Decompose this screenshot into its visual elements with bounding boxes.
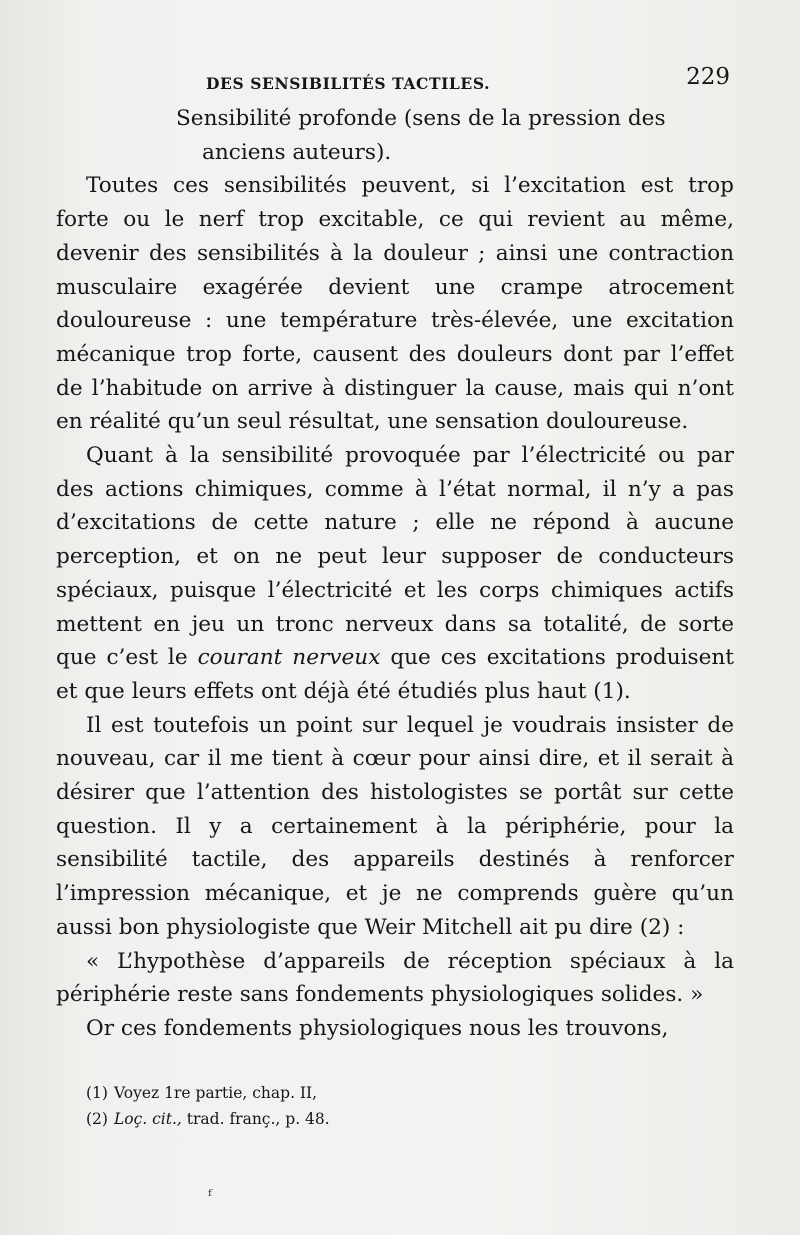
footnote-1-mark: (1)	[86, 1084, 108, 1102]
continuation-line-1: Sensibilité profonde (sens de la pression des	[176, 106, 666, 131]
paragraph-2-text-a: Quant à la sensibilité provoquée par l’électricité ou par des actions chimiques, comme à l’état normal, il n’y a pas d’excitations de cette nature ; elle ne répond à aucune perception, et on ne peut leur supposer de conducteurs spéciaux, puisque l’électricité et les corps chimiques actifs mettent en jeu un tronc nerveux dans sa totalité, de sorte que c’est le	[56, 443, 734, 671]
quotation: « L’hypothèse d’appareils de réception spéciaux à la périphérie reste sans fondements physiologiques solides. »	[56, 948, 734, 1008]
footnote-2	[86, 1106, 686, 1132]
footnote-1	[86, 1080, 686, 1106]
footnotes	[86, 1080, 686, 1132]
continuation-line-2: anciens auteurs).	[202, 139, 392, 165]
paragraph-1: Toutes ces sensibilités peuvent, si l’excitation est trop forte ou le nerf trop excitable, ce qui revient au même, devenir des sensibilités à la douleur ; ainsi une contraction musculaire exagérée devient une crampe atrocement douloureuse : une température très-élevée, une excitation mécanique trop forte, causent des douleurs dont par l’effet de l’habitude on arrive à distinguer la cause, mais qui n’ont en réalité qu’un seul résultat, une sensation douloureuse.	[56, 173, 734, 435]
list-continuation	[56, 102, 734, 169]
footnote-1-text: Voyez 1re partie, chap. II,	[113, 1084, 318, 1102]
running-title: DES SENSIBILITÉS TACTILES.	[206, 74, 491, 93]
page-header	[206, 60, 730, 96]
body-text	[56, 102, 734, 1046]
paragraph-2-emphasis: courant nerveux	[197, 645, 381, 671]
footnote-2-emphasis: Loç. cit.,	[113, 1110, 182, 1128]
paragraph-4: Or ces fondements physiologiques nous les trouvons,	[86, 1015, 669, 1041]
page-number: 229	[686, 64, 730, 90]
paragraph-2-text-b: que ces excitations produisent et que leurs effets ont déjà été étudiés plus haut (1).	[56, 645, 734, 704]
footnote-2-mark: (2)	[86, 1110, 108, 1128]
paragraph-3: Il est toutefois un point sur lequel je voudrais insister de nouveau, car il me tient à cœur pour ainsi dire, et il serait à désirer que l’attention des histologistes se portât sur cette question. Il y a certainement à la périphérie, pour la sensibilité tactile, des appareils destinés à renforcer l’impression mécanique, et je ne comprends guère qu’un aussi bon physiologiste que Weir Mitchell ait pu dire (2) :	[56, 712, 734, 940]
paragraph-2	[56, 439, 734, 709]
stray-print-mark: ᶠ	[208, 1186, 212, 1205]
footnote-2-text: trad. franç., p. 48.	[181, 1110, 330, 1128]
